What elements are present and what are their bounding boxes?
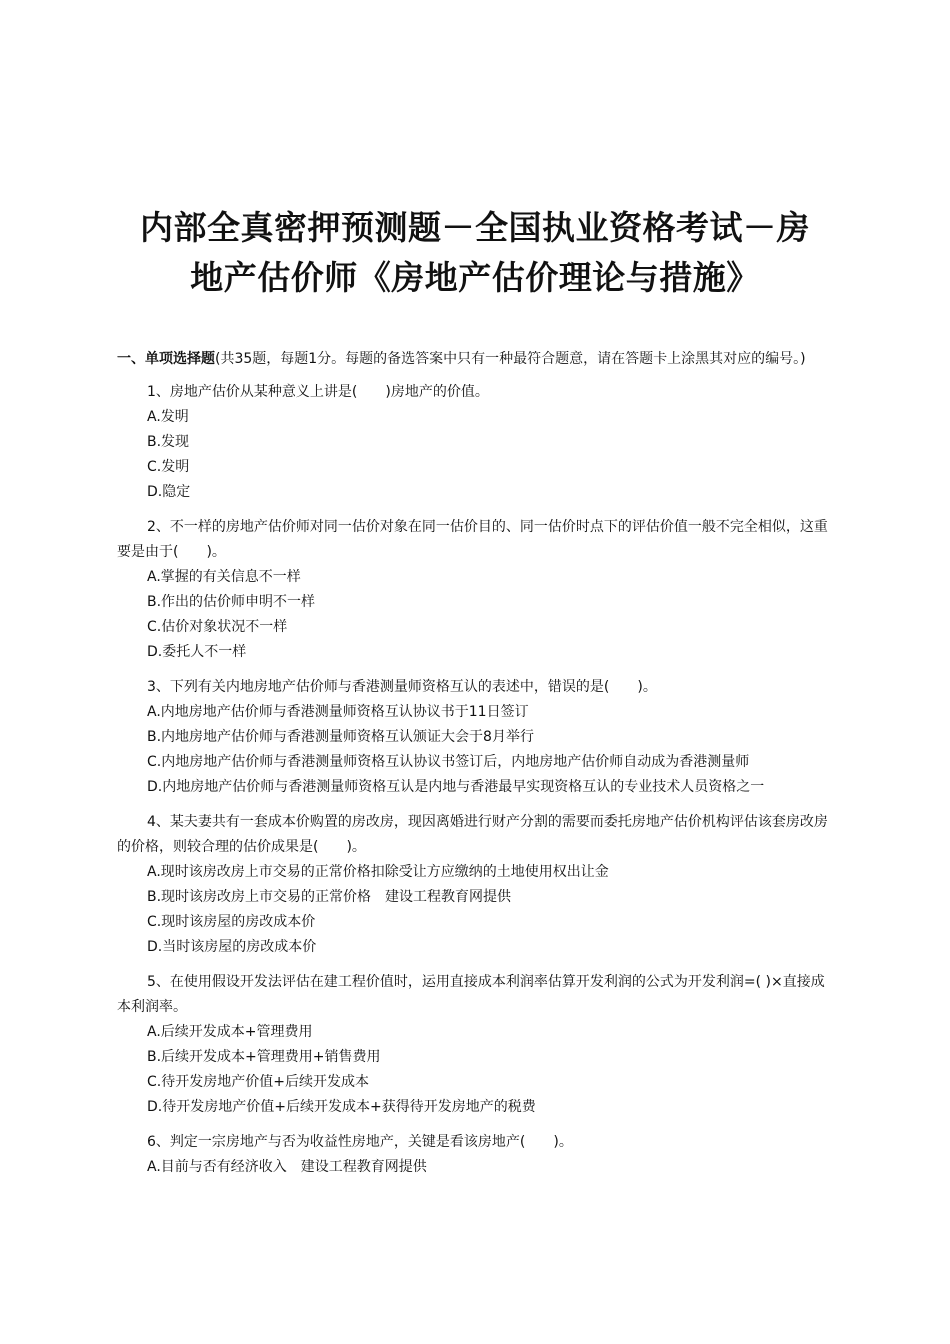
option-a: A.内地房地产估价师与香港测量师资格互认协议书于11日签订 [147, 704, 529, 720]
question-3 [117, 675, 835, 800]
option-d: D.待开发房地产价值+后续开发成本+获得待开发房地产的税费 [147, 1099, 536, 1115]
section-header [117, 347, 835, 372]
option-b: B.现时该房改房上市交易的正常价格 建设工程教育网提供 [147, 889, 512, 905]
question-stem: 6、判定一宗房地产与否为收益性房地产，关键是看该房地产( )。 [147, 1134, 573, 1150]
option-c: C.估价对象状况不一样 [147, 619, 288, 635]
option-c: C.发明 [147, 459, 190, 475]
question-stem: 2、不一样的房地产估价师对同一估价对象在同一估价目的、同一估价时点下的评估价值一般不完全相似，这重要是由于( )。 [117, 519, 828, 560]
document-body [117, 347, 835, 1190]
question-1 [117, 380, 835, 505]
question-6 [117, 1130, 835, 1180]
document-title [100, 203, 850, 303]
option-d: D.委托人不一样 [147, 644, 247, 660]
option-c: C.待开发房地产价值+后续开发成本 [147, 1074, 369, 1090]
option-a: A.目前与否有经济收入 建设工程教育网提供 [147, 1159, 427, 1175]
question-stem: 4、某夫妻共有一套成本价购置的房改房，现因离婚进行财产分割的需要而委托房地产估价机构评估该套房改房的价格，则较合理的估价成果是( )。 [117, 814, 828, 855]
option-b: B.后续开发成本+管理费用+销售费用 [147, 1049, 381, 1065]
option-b: B.发现 [147, 434, 190, 450]
question-2 [117, 515, 835, 665]
question-5 [117, 970, 835, 1120]
option-a: A.现时该房改房上市交易的正常价格扣除受让方应缴纳的土地使用权出让金 [147, 864, 609, 880]
option-d: D.隐定 [147, 484, 191, 500]
option-d: D.当时该房屋的房改成本价 [147, 939, 317, 955]
question-stem: 3、下列有关内地房地产估价师与香港测量师资格互认的表述中，错误的是( )。 [147, 679, 657, 695]
question-stem: 1、房地产估价从某种意义上讲是( )房地产的价值。 [147, 384, 489, 400]
option-c: C.内地房地产估价师与香港测量师资格互认协议书签订后，内地房地产估价师自动成为香港测量师 [147, 754, 750, 770]
question-stem: 5、在使用假设开发法评估在建工程价值时，运用直接成本利润率估算开发利润的公式为开发利润=( )×直接成本利润率。 [117, 974, 825, 1015]
option-c: C.现时该房屋的房改成本价 [147, 914, 316, 930]
option-b: B.作出的估价师申明不一样 [147, 594, 316, 610]
option-b: B.内地房地产估价师与香港测量师资格互认颁证大会于8月举行 [147, 729, 534, 745]
option-d: D.内地房地产估价师与香港测量师资格互认是内地与香港最早实现资格互认的专业技术人员资格之一 [147, 779, 765, 795]
title-line-1: 内部全真密押预测题－全国执业资格考试－房 [140, 208, 810, 247]
section-label: 一、单项选择题 [117, 351, 215, 367]
question-4 [117, 810, 835, 960]
option-a: A.发明 [147, 409, 189, 425]
option-a: A.掌握的有关信息不一样 [147, 569, 301, 585]
section-description: (共35题，每题1分。每题的备选答案中只有一种最符合题意，请在答题卡上涂黑其对应的编号。) [215, 351, 806, 367]
option-a: A.后续开发成本+管理费用 [147, 1024, 313, 1040]
title-line-2: 地产估价师《房地产估价理论与措施》 [190, 258, 760, 297]
